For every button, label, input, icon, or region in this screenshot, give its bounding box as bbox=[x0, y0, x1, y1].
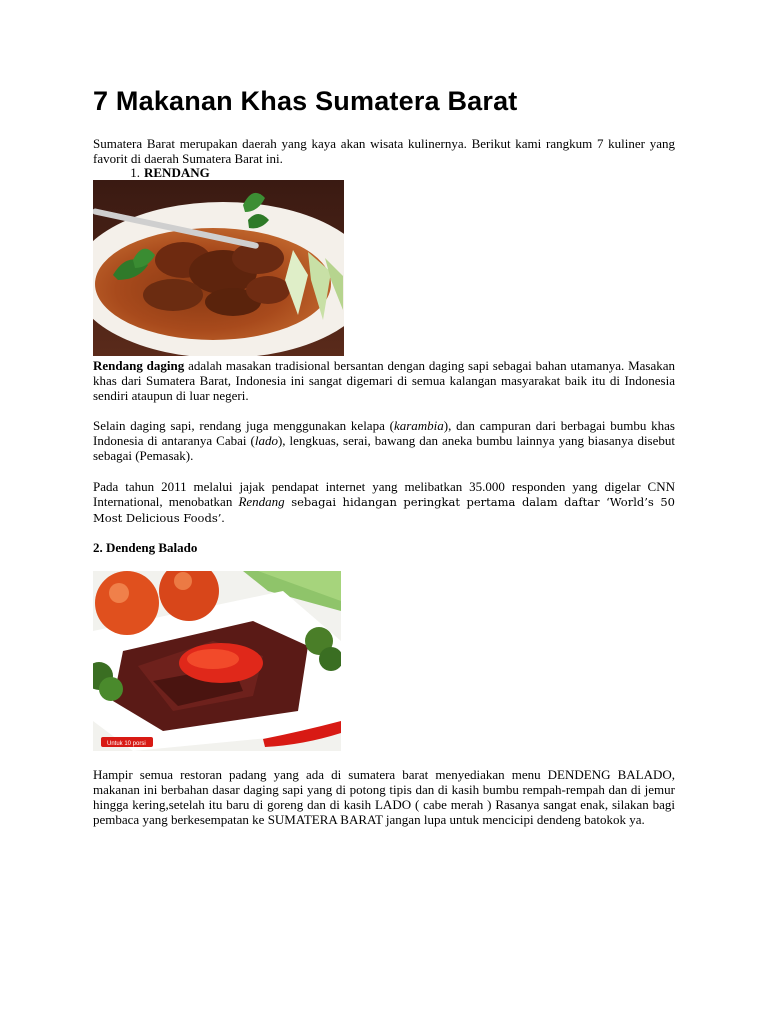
lado-term: lado bbox=[254, 433, 278, 448]
rendang-term: Rendang bbox=[238, 494, 285, 509]
intro-paragraph: Sumatera Barat merupakan daerah yang kaya akan wisata kulinernya. Berikut kami rangkum 7 kuliner yang favorit di daerah Sumatera Barat ini. bbox=[93, 136, 675, 166]
image-badge-label: Untuk 10 porsi bbox=[107, 741, 146, 747]
dendeng-paragraph: Hampir semua restoran padang yang ada di sumatera barat menyediakan menu DENDENG BALADO, makanan ini berbahan dasar daging sapi yang di potong tipis dan di kasih bumbu rempah-rempah dan di jemur hingga kering,setelah itu baru di goreng dan di kasih LADO ( cabe merah ) Rasanya sangat enak, silakan bagi pembaca yang berkesempatan ke SUMATERA BARAT jangan lupa untuk mencicipi dendeng batokok ya. bbox=[93, 767, 675, 827]
pada-text-1: Pada tahun 2011 melalui jajak pendapat internet yang melibatkan 35.000 responden yang digelar CNN International, menobatkan bbox=[93, 479, 675, 509]
document-page bbox=[93, 0, 675, 1024]
pada-paragraph bbox=[93, 479, 675, 526]
page-title: 7 Makanan Khas Sumatera Barat bbox=[93, 86, 518, 116]
selain-paragraph bbox=[93, 418, 675, 463]
list-item-label: RENDANG bbox=[144, 165, 210, 180]
rendang-text: adalah masakan tradisional bersantan dengan daging sapi sebagai bahan utamanya. Masakan khas dari Sumatera Barat, Indonesia ini sangat digemari di semua kalangan masyarakat baik itu di Indonesia sendiri ataupun di luar negeri. bbox=[93, 358, 676, 403]
dendeng-balado-photo bbox=[93, 571, 341, 751]
pada-end: . bbox=[221, 510, 225, 525]
pada-quote: sebagai hidangan peringkat pertama dalam daftar ‘World’s 50 Most Delicious Foods’ bbox=[93, 495, 675, 525]
section-heading-dendeng-balado: 2. Dendeng Balado bbox=[93, 540, 198, 555]
selain-text-1: Selain daging sapi, rendang juga menggunakan kelapa ( bbox=[93, 418, 394, 433]
rendang-lead: Rendang daging bbox=[93, 358, 185, 373]
selain-text-2: ), dan campuran dari berbagai bumbu khas Indonesia di antaranya Cabai ( bbox=[93, 418, 675, 448]
rendang-photo bbox=[93, 180, 344, 356]
list-item-rendang bbox=[93, 165, 210, 180]
karambia-term: karambia bbox=[393, 418, 444, 433]
rendang-paragraph bbox=[93, 358, 675, 403]
selain-text-3: ), lengkuas, serai, bawang dan aneka bumbu lainnya yang biasanya disebut sebagai (Pemasak). bbox=[93, 433, 675, 463]
list-number: 1. bbox=[130, 165, 140, 180]
